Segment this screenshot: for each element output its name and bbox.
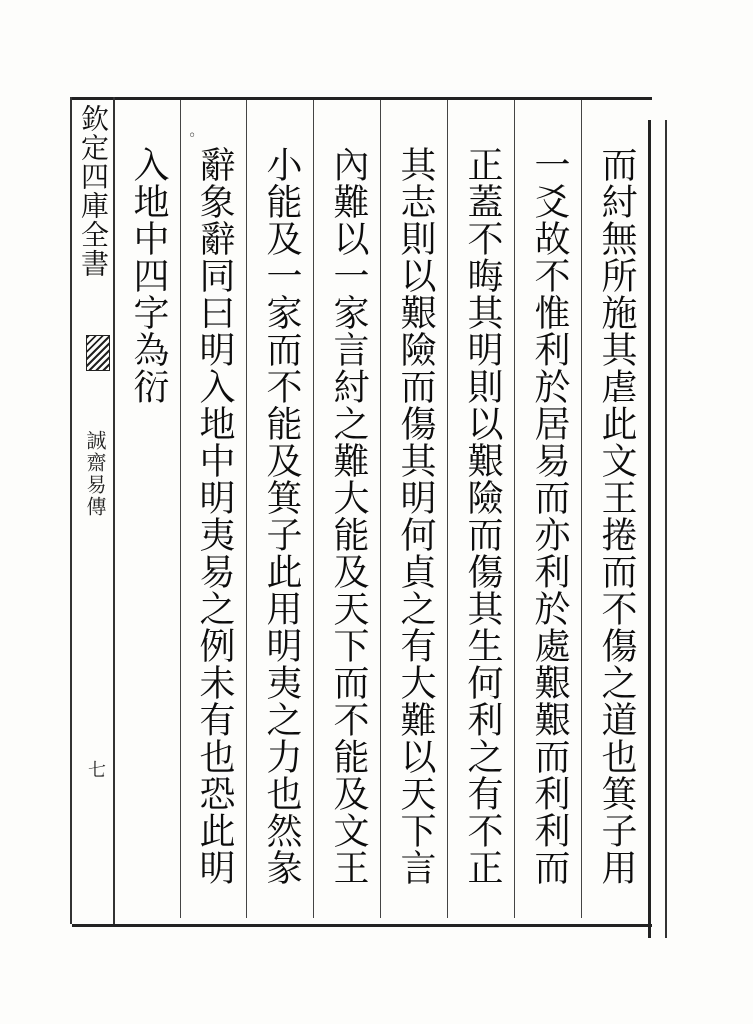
book-title: 誠齋易傳 — [83, 430, 107, 518]
text-column-5: 內難以一家言紂之難大能及天下而不能及文王 — [328, 146, 369, 886]
column-rule — [180, 100, 181, 918]
column-rule — [447, 100, 448, 918]
text-column-7: 辭象辭同曰明入地中明夷易之例未有也恐此明 — [194, 146, 235, 886]
text-column-3: 正蓋不晦其明則以艱險而傷其生何利之有不正 — [462, 146, 503, 886]
column-rule — [313, 100, 314, 918]
annotation-mark: ◦ — [188, 128, 197, 144]
column-rule — [380, 100, 381, 918]
frame-left-border — [70, 97, 72, 924]
text-column-4: 其志則以艱險而傷其明何貞之有大難以天下言 — [395, 146, 436, 886]
column-rule — [581, 100, 582, 918]
column-rule — [246, 100, 247, 918]
fish-tail-ornament — [86, 335, 110, 371]
frame-gutter-border — [113, 97, 115, 924]
page-number: 七 — [85, 760, 106, 778]
frame-right-border — [648, 120, 667, 938]
collection-title: 欽定四庫全書 — [77, 104, 110, 278]
text-column-1: 而紂無所施其虐此文王捲而不傷之道也箕子用 — [596, 146, 637, 886]
column-rule — [514, 100, 515, 918]
text-column-2: 一爻故不惟利於居易而亦利於處艱艱而利利而 — [529, 146, 570, 886]
text-column-8: 入地中四字為衍 — [128, 146, 169, 405]
text-column-6: 小能及一家而不能及箕子此用明夷之力也然彖 — [261, 146, 302, 886]
